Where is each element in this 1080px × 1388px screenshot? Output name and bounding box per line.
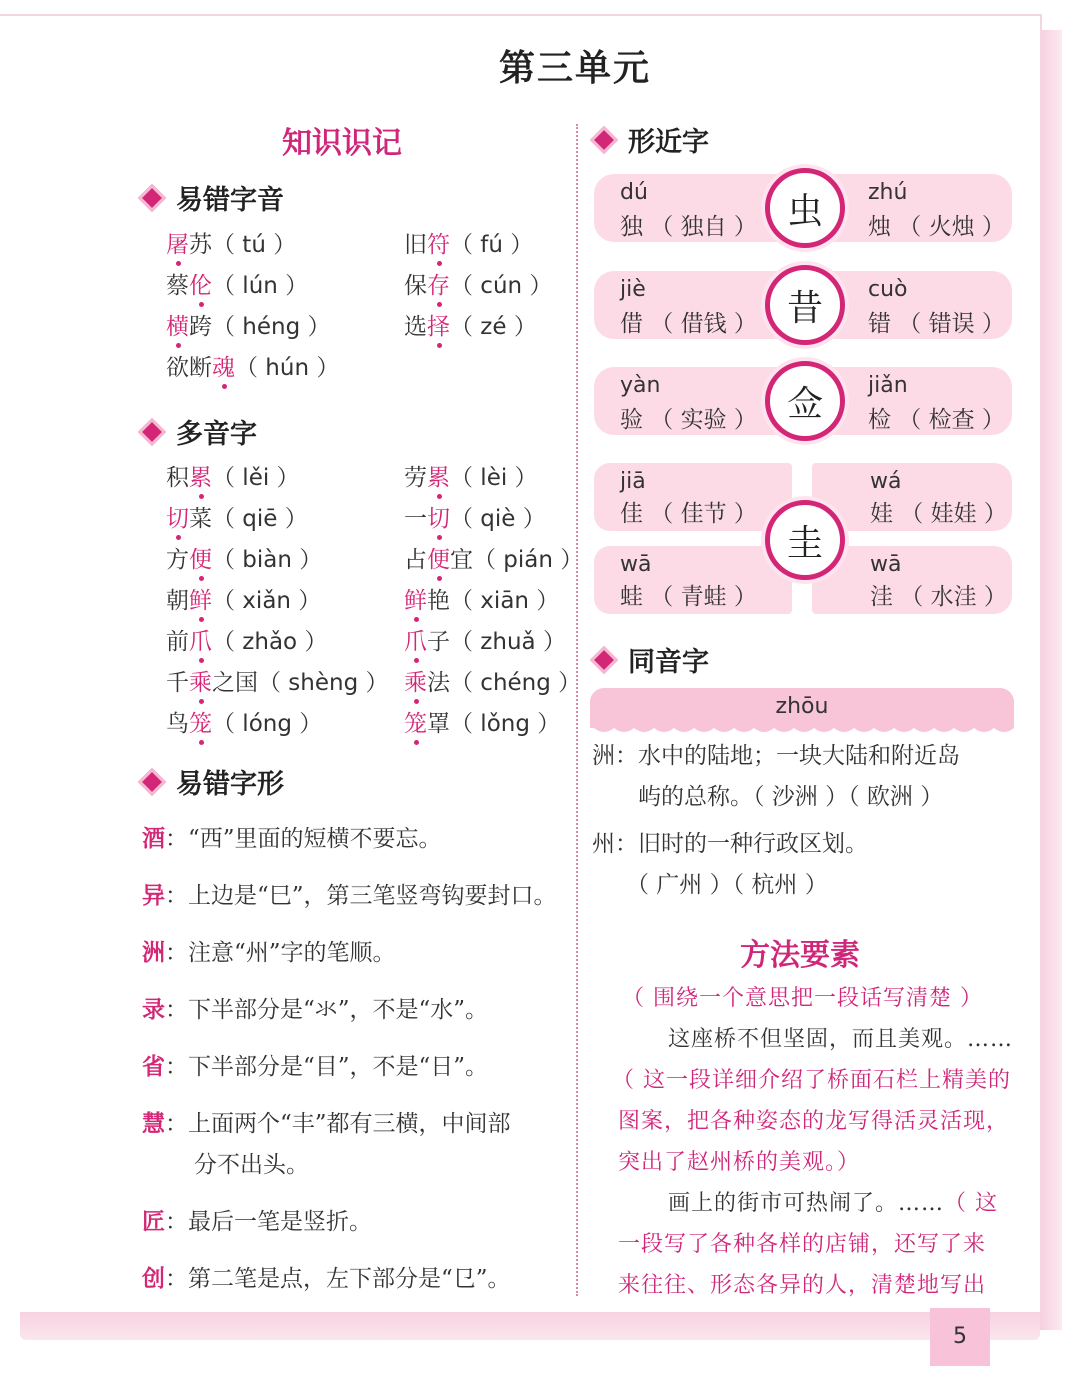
marked-char: 便 xyxy=(427,547,450,573)
word-item xyxy=(166,541,322,574)
glyph-text: ：上边是“巳”，第三笔竖弯钩要封口。 xyxy=(165,883,557,909)
word-pre: 前 xyxy=(166,629,189,655)
glyph-note xyxy=(142,932,396,974)
pinyin: （ héng ） xyxy=(212,314,331,340)
word: 佳 （ 佳节 ） xyxy=(620,501,757,527)
word-item xyxy=(404,226,533,259)
radical-circle: 昔 xyxy=(765,265,845,345)
definition-line: 洲：水中的陆地；一块大陆和附近岛 xyxy=(592,743,960,769)
radical-circle: 圭 xyxy=(765,500,845,580)
pinyin-banner: zhōu xyxy=(590,688,1014,726)
pinyin: （ lèi ） xyxy=(450,465,538,491)
word-item xyxy=(404,500,546,533)
method-text-a: 画上的街市可热闹了。…… xyxy=(668,1191,945,1216)
page-edge-right xyxy=(1040,30,1062,1330)
glyph-char: 洲 xyxy=(142,939,165,966)
word-post: 艳 xyxy=(427,588,450,614)
pinyin: （ hún ） xyxy=(235,355,340,381)
definition-line: 屿的总称。（ 沙洲 ）（ 欧洲 ） xyxy=(638,784,944,810)
pinyin: （ qiē ） xyxy=(212,506,308,532)
word-item xyxy=(166,459,300,492)
section-label: 同音字 xyxy=(628,647,709,678)
marked-char: 择 xyxy=(427,314,450,340)
pinyin: yàn xyxy=(620,373,661,398)
word-item xyxy=(404,582,559,615)
word-item xyxy=(404,623,566,656)
glyph-text-cont: 分不出头。 xyxy=(194,1152,309,1178)
marked-char: 笼 xyxy=(404,711,427,737)
word-post: 子 xyxy=(427,629,450,655)
word-pre: 蔡 xyxy=(166,273,189,299)
definition-line: 州：旧时的一种行政区划。 xyxy=(592,831,868,857)
method-heading: 方法要素 xyxy=(740,938,860,973)
word-pre: 占 xyxy=(404,547,427,573)
pinyin: （ qiè ） xyxy=(450,506,546,532)
pinyin: （ chéng ） xyxy=(450,670,582,696)
word-item xyxy=(166,349,339,382)
glyph-text: ：下半部分是“氺”，不是“水”。 xyxy=(165,997,489,1023)
glyph-text: ：“西”里面的短横不要忘。 xyxy=(165,826,442,852)
glyph-note xyxy=(142,1258,511,1300)
word-pre: 千 xyxy=(166,670,189,696)
method-text: 突出了赵州桥的美观。） xyxy=(618,1150,861,1175)
marked-char: 笼 xyxy=(189,711,212,737)
method-text: 一段写了各种各样的店铺，还写了来 xyxy=(618,1232,987,1257)
marked-char: 符 xyxy=(427,232,450,258)
pinyin: jiā xyxy=(620,469,646,494)
method-text: 这座桥不但坚固，而且美观。…… xyxy=(668,1027,1014,1052)
word-item xyxy=(404,664,581,697)
pinyin: （ shèng ） xyxy=(258,670,389,696)
pinyin: cuò xyxy=(868,277,908,302)
word-item xyxy=(404,541,583,574)
marked-char: 屠 xyxy=(166,232,189,258)
word-left: 独 （ 独自 ） xyxy=(620,214,757,240)
method-text-b: （ 这 xyxy=(944,1191,999,1216)
section-similar-chars xyxy=(594,120,709,159)
pinyin: （ lǒng ） xyxy=(450,711,561,737)
word: 蛙 （ 青蛙 ） xyxy=(620,584,757,610)
pinyin: （ zhuǎ ） xyxy=(450,629,566,655)
word-item xyxy=(166,664,389,697)
glyph-text: ：上面两个“丰”都有三横，中间部 xyxy=(165,1111,511,1137)
word-pre: 朝 xyxy=(166,588,189,614)
glyph-char: 录 xyxy=(142,996,165,1023)
word-item xyxy=(166,705,322,738)
diamond-icon xyxy=(590,125,618,153)
word-post: 宜 xyxy=(450,547,473,573)
marked-char: 便 xyxy=(189,547,212,573)
glyph-char: 异 xyxy=(142,882,165,909)
marked-char: 切 xyxy=(427,506,450,532)
pinyin: wā xyxy=(620,552,652,577)
glyph-note xyxy=(142,1103,511,1186)
marked-char: 横 xyxy=(166,314,189,340)
column-divider xyxy=(576,124,578,1296)
glyph-note xyxy=(142,1046,488,1088)
marked-char: 乘 xyxy=(189,670,212,696)
word-pre: 选 xyxy=(404,314,427,340)
radical-circle: 虫 xyxy=(765,168,845,248)
marked-char: 伦 xyxy=(189,273,212,299)
word-item xyxy=(166,500,308,533)
word-post: 菜 xyxy=(189,506,212,532)
glyph-text: ：下半部分是“目”，不是“日”。 xyxy=(165,1054,489,1080)
word-left: 验 （ 实验 ） xyxy=(620,407,757,433)
method-text: 来往往、形态各异的人，清楚地写出 xyxy=(618,1273,987,1298)
word-item xyxy=(166,582,321,615)
section-homophones xyxy=(594,640,709,679)
glyph-char: 创 xyxy=(142,1265,165,1292)
word-item xyxy=(404,705,560,738)
radical-circle: 佥 xyxy=(765,361,845,441)
pinyin: （ tú ） xyxy=(212,232,297,258)
marked-char: 切 xyxy=(166,506,189,532)
pinyin: zhú xyxy=(868,180,908,205)
pinyin: （ lún ） xyxy=(212,273,309,299)
pinyin: （ pián ） xyxy=(473,547,584,573)
section-error-shapes xyxy=(142,762,284,801)
word-right: 烛 （ 火烛 ） xyxy=(868,214,1005,240)
pinyin: wā xyxy=(870,552,902,577)
word-pre: 保 xyxy=(404,273,427,299)
word-pre: 鸟 xyxy=(166,711,189,737)
section-label: 形近字 xyxy=(628,127,709,158)
word-item xyxy=(166,623,327,656)
page-number: 5 xyxy=(930,1308,990,1366)
word-item xyxy=(166,267,308,300)
word-pre: 一 xyxy=(404,506,427,532)
pinyin: wá xyxy=(870,469,902,494)
pinyin: （ xiǎn ） xyxy=(212,588,322,614)
section-label: 多音字 xyxy=(176,419,257,450)
word: 洼 （ 水洼 ） xyxy=(870,584,1007,610)
marked-char: 鲜 xyxy=(404,588,427,614)
pinyin: jiè xyxy=(620,277,646,302)
word-pre: 欲断 xyxy=(166,355,212,381)
word-left: 借 （ 借钱 ） xyxy=(620,311,757,337)
knowledge-heading: 知识识记 xyxy=(282,126,402,161)
method-text: 图案，把各种姿态的龙写得活灵活现， xyxy=(618,1109,1010,1134)
glyph-note xyxy=(142,989,488,1031)
section-error-sounds xyxy=(142,178,284,217)
word-item xyxy=(404,267,552,300)
diamond-icon xyxy=(590,645,618,673)
glyph-note xyxy=(142,1201,372,1243)
pinyin: （ xiān ） xyxy=(450,588,560,614)
diamond-icon xyxy=(138,767,166,795)
word-pre: 劳 xyxy=(404,465,427,491)
word-right: 错 （ 错误 ） xyxy=(868,311,1005,337)
diamond-icon xyxy=(138,417,166,445)
glyph-char: 省 xyxy=(142,1053,165,1080)
word-pre: 旧 xyxy=(404,232,427,258)
word-item xyxy=(166,308,331,341)
diamond-icon xyxy=(138,183,166,211)
definition-line: （ 广州 ）（ 杭州 ） xyxy=(626,872,828,898)
section-polyphones xyxy=(142,412,257,451)
marked-char: 鲜 xyxy=(189,588,212,614)
glyph-char: 慧 xyxy=(142,1110,165,1137)
pinyin: （ zé ） xyxy=(450,314,537,340)
marked-char: 魂 xyxy=(212,355,235,381)
pinyin: （ zhǎo ） xyxy=(212,629,328,655)
word-post: 之国 xyxy=(212,670,258,696)
glyph-char: 匠 xyxy=(142,1208,165,1235)
marked-char: 存 xyxy=(427,273,450,299)
marked-char: 乘 xyxy=(404,670,427,696)
method-text xyxy=(668,1183,998,1224)
marked-char: 累 xyxy=(189,465,212,491)
glyph-note xyxy=(142,818,442,860)
pinyin: （ lóng ） xyxy=(212,711,323,737)
marked-char: 爪 xyxy=(189,629,212,655)
word-pre: 方 xyxy=(166,547,189,573)
section-label: 易错字形 xyxy=(176,769,284,800)
word-item xyxy=(404,308,537,341)
word-post: 跨 xyxy=(189,314,212,340)
page-title: 第三单元 xyxy=(498,47,651,89)
glyph-text: ：第二笔是点，左下部分是“㔾”。 xyxy=(165,1266,511,1292)
pinyin: jiǎn xyxy=(868,373,908,398)
pinyin: （ cún ） xyxy=(450,273,553,299)
word-item xyxy=(166,226,296,259)
glyph-note xyxy=(142,875,557,917)
glyph-char: 酒 xyxy=(142,825,165,852)
word-item xyxy=(404,459,538,492)
marked-char: 爪 xyxy=(404,629,427,655)
section-label: 易错字音 xyxy=(176,185,284,216)
pinyin: （ biàn ） xyxy=(212,547,323,573)
marked-char: 累 xyxy=(427,465,450,491)
glyph-text: ：注意“州”字的笔顺。 xyxy=(165,940,396,966)
pinyin: （ lěi ） xyxy=(212,465,300,491)
word-pre: 积 xyxy=(166,465,189,491)
method-subtitle: （ 围绕一个意思把一段话写清楚 ） xyxy=(622,986,983,1011)
word-right: 检 （ 检查 ） xyxy=(868,407,1005,433)
word-post: 法 xyxy=(427,670,450,696)
method-text: （ 这一段详细介绍了桥面石栏上精美的 xyxy=(612,1068,1011,1093)
word-post: 罩 xyxy=(427,711,450,737)
pinyin: dú xyxy=(620,180,648,205)
glyph-text: ：最后一笔是竖折。 xyxy=(165,1209,372,1235)
word-post: 苏 xyxy=(189,232,212,258)
pinyin: （ fú ） xyxy=(450,232,534,258)
word: 娃 （ 娃娃 ） xyxy=(870,501,1007,527)
